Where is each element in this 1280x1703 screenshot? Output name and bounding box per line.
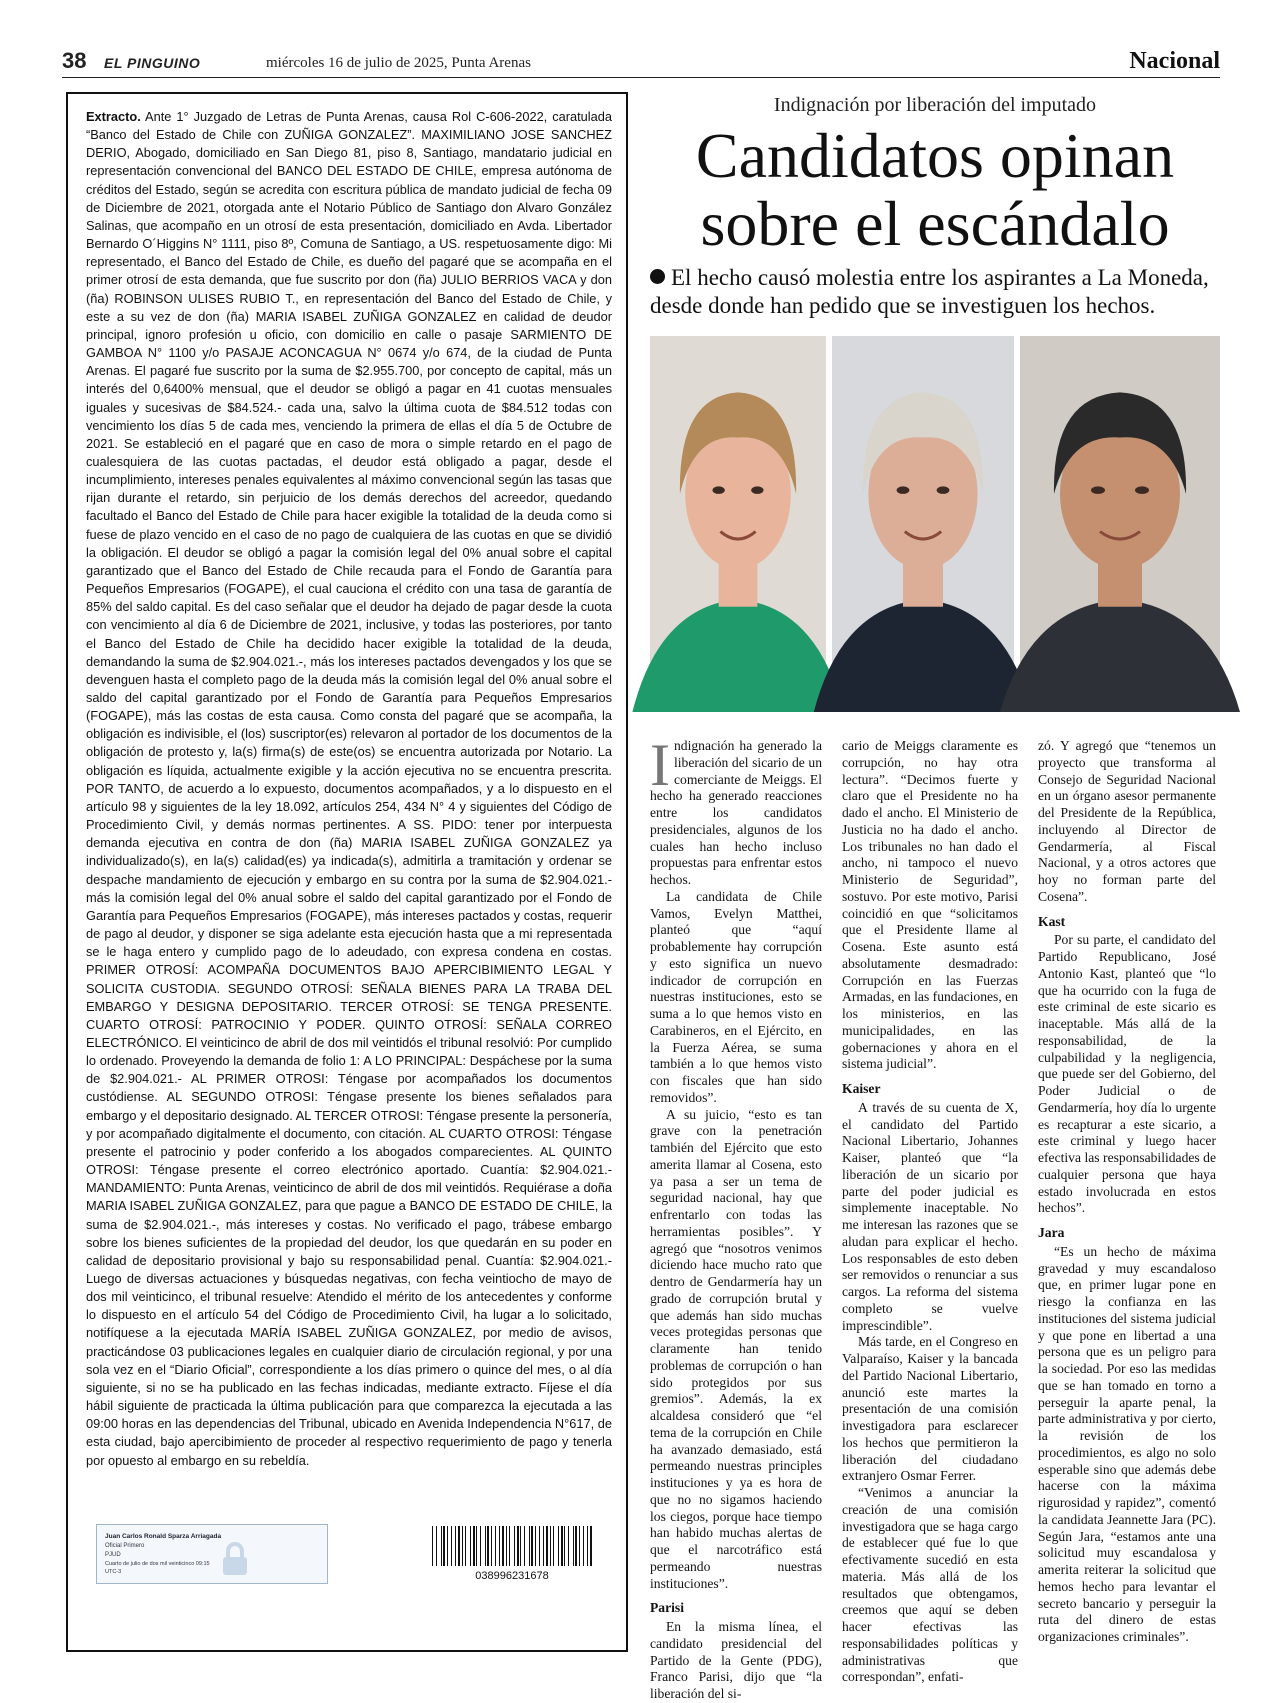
barcode-bar — [514, 1526, 515, 1566]
legal-notice-text: Extracto. Ante 1° Juzgado de Letras de Punta Arenas, causa Rol C-606-2022, caratulada “Banco del Estado de Chile con ZUÑIGA GONZALEZ”. MAXIMILIANO JOSE SANCHEZ DERIO, Abogado, domiciliado en San Diego 81, piso 8, Santiago, mandatario judicial en representación convencional del BANCO DEL ESTADO DE CHILE, empresa autónoma de créditos del Estado, según se acredita con escritura pública de mandato judicial de fecha 09 de Diciembre de 2021, otorgada ante el Notario Público de Santiago don Alvaro González Salinas, que acompaño en un otrosí de esta presentación, domiciliado en Avda. Libertador Bernardo O´Higgins N° 1111, piso 8º, Comuna de Santiago, a US. respetuosamente digo: Mi representado, el Banco del Estado de Chile, es dueño del pagaré que se acompaña en el primer otrosí de esta demanda, que fue suscrito por don (ña) JULIO BERRIOS VACA y don (ña) ROBINSON ULISES RUBIO T., en representación del Banco del Estado de Chile, y este a su vez de don (ña) MARIA ISABEL ZUÑIGA GONZALEZ en calidad de deudor principal, ignoro profesión u oficio, con domicilio en calle o pasaje SARMIENTO DE GAMBOA N° 1100 y/o PASAJE ACONCAGUA N° 0674 y/o 674, de la ciudad de Punta Arenas. El pagaré fue suscrito por la suma de $2.955.700, por concepto de capital, más un interés del 0,6400% mensual, que el deudor se obligó a pagar en 41 cuotas mensuales iguales y sucesivas de $84.524.- cada una, salvo la última cuota de $84.512 todas con vencimiento los días 5 de cada mes, venciendo la primera de ellas el día 5 de Octubre de 2021. Se estableció en el pagaré que en caso de mora o simple retardo en el pago de cualesquiera de las cuotas pactadas, el deudor está obligado a pagar, desde el incumplimiento, intereses penales equivalentes al máximo convencional según las tasas que rijan durante el retardo, sin perjuicio de los demás derechos del acreedor, quedando facultado el Banco del Estado de Chile para hacer exigible la totalidad de la deuda como si fuese de plazo vencido en el caso de no pago de cualquiera de las cuotas en que se dividió la obligación. El deudor se obligó a pagar la comisión legal del 0% anual sobre el capital garantizado que el Banco del Estado de Chile recauda para el Fondo de Garantía para Pequeños Empresarios (FOGAPE), el cual cauciona el crédito con una tasa de garantía de 85% del saldo capital. Es del caso señalar que el deudor ha dejado de pagar desde la cuota con vencimiento al día 6 de Diciembre de 2021, inclusive, y todas las posteriores, por tanto el Banco del Estado de Chile ha decidido hacer exigible la totalidad de la deuda, demandando la suma de $2.904.021.-, más los intereses pactados devengados y los que se devenguen hasta el completo pago de la deuda más la comisión legal del 0% anual sobre el saldo del capital garantizado por el Fondo de Garantía para Pequeños Empresarios (FOGAPE), más las costas de esta causa. Como consta del pagaré que se acompaña, la obligación es indivisible, el (los) suscriptor(es) relevaron al portador de los documentos de la obligación de protesto y, la(s) firma(s) de este(os) se encuentra autorizada por Notario. La obligación es líquida, actualmente exigible y la acción ejecutiva no se encuentra prescrita. POR TANTO, de acuerdo a lo expuesto, documentos acompañados, y a lo dispuesto en el artículo 98 y siguientes de la ley 18.092, artículos 254, 434 N° 4 y siguientes del Código de Procedimiento Civil, y demás normas pertinentes. A SS. PIDO: tener por interpuesta demanda ejecutiva en contra de don (ña) MARIA ISABEL ZUÑIGA GONZALEZ ya individualizado(s), en la(s) calidad(es) ya indicada(s), admitirla a tramitación y ordenar se despache mandamiento de ejecución y embargo en su contra por la suma de $2.904.021.- más la comisión legal del 0% anual sobre el saldo del capital garantizado por el Fondo de Garantía para Pequeños Empresarios (FOGAPE), más intereses pactados y costas, requerir de pago al deudor, y disponer se siga adelante esta ejecución hasta que a mi representada se le haga entero y cumplido pago de lo adeudado, con expresa condena en costas. PRIMER OTROSÍ: ACOMPAÑA DOCUMENTOS BAJO APERCIBIMIENTO LEGAL Y SOLICITA CUSTODIA. SEGUNDO OTROSÍ: SEÑALA BIENES PARA LA TRABA DEL EMBARGO Y DESIGNA DEPOSITARIO. TERCER OTROSÍ: SE TENGA PRESENTE. CUARTO OTROSÍ: PATROCINIO Y PODER. QUINTO OTROSÍ: SEÑALA CORREO ELECTRÓNICO. El veinticinco de abril de dos mil veintidós el tribunal resolvió: Por cumplido lo ordenado. Proveyendo la demanda de folio 1: A LO PRINCIPAL: Despáchese por la suma de $2.904.021.- AL PRIMER OTROSI: Téngase por acompañados los documentos custódiense. AL SEGUNDO OTROSI: Téngase presente los bienes señalados para embargo y el depositario designado. AL TERCER OTROSI: Téngase presente la personería, y por acompañado digitalmente el documento, con citación. AL CUARTO OTROSI: Téngase presente el patrocinio y poder conferido a los abogados comparecientes. AL QUINTO OTROSI: Téngase presente el correo electrónico aportado. Cuantía: $2.904.021.- MANDAMIENTO: Punta Arenas, veinticinco de abril de dos mil veintidós. Requiérase a doña MARIA ISABEL ZUÑIGA GONZALEZ, para que pague a BANCO DE ESTADO DE CHILE, la suma de $2.904.021.-, más intereses y costas. No verificado el pago, trábese embargo sobre los bienes suficientes de la propiedad del deudor, los que quedarán en su poder en calidad de depositario provisional y bajo su responsabilidad penal. Cuantía: $2.904.021.- Luego de diversas actuaciones y búsquedas negativas, con fecha veintiocho de mayo de dos mil veinticinco, el tribunal resuelve: Atendido el mérito de los antecedentes y conforme lo dispuesto en el artículo 54 del Código de Procedimiento Civil, ha lugar a lo solicitado, notifíquese a la ejecutada MARÍA ISABEL ZUÑIGA GONZALEZ, por medio de avisos, practicándose 03 publicaciones legales en cualquier diario de circulación regional, y por una sola vez en el “Diario Oficial”, correspondiente a los días primero o quince del mes, o al día siguiente, si no se ha publicado en las fechas indicadas, mediante extracto. Fíjese el día hábil siguiente de practicada la última publicación para que comparezca la ejecutada a las 09:00 horas en las dependencias del Tribunal, ubicado en Avenida Independencia N°617, de esta ciudad, bajo apercibimiento de proceder al respectivo requerimiento de pago y tenerla por opuesto al embargo en su rebeldía. — [86, 109, 612, 1468]
barcode-bar — [455, 1526, 456, 1566]
article-headline — [650, 122, 1220, 258]
barcode-bar — [476, 1526, 477, 1566]
deck-text: El hecho causó molestia entre los aspirantes a La Moneda, desde donde han pedido que se investiguen los hechos. — [650, 265, 1209, 318]
barcode-bar — [531, 1526, 533, 1566]
paragraph: zó. Y agregó que “tenemos un proyecto que transforma al Consejo de Seguridad Nacional en un órgano asesor permanente del Presidente de la República, incluyendo al Director de Gendarmería, al Fiscal Nacional, y a otros actores que hoy no forman parte del Cosena”. — [1038, 738, 1216, 904]
barcode-bar — [543, 1526, 544, 1566]
barcode-bar — [539, 1526, 540, 1566]
barcode-bar — [575, 1526, 577, 1566]
barcode-bar — [502, 1526, 504, 1566]
barcode-bar — [447, 1526, 448, 1566]
photo-candidate-1 — [650, 336, 826, 712]
barcode-bar — [517, 1526, 519, 1566]
barcode-bar — [590, 1526, 592, 1566]
paragraph: La candidata de Chile Vamos, Evelyn Matthei, planteó que “aquí probablemente hay corrupción y esto significa un nuevo indicador de corrupción en nuestras instituciones, esto se suma a lo que hemos visto en Carabineros, en el Ejército, en la Fuerza Aérea, se suma también a lo que hemos visto con fiscales que han sido removidos”. — [650, 888, 822, 1105]
headline-line-2: sobre el escándalo — [700, 188, 1170, 259]
barcode-bar — [462, 1526, 463, 1566]
article-column-1 — [650, 732, 822, 1703]
barcode-bar — [520, 1526, 521, 1566]
subhead-jara: Jara — [1038, 1225, 1065, 1240]
signer-court: PJUD — [105, 1552, 121, 1558]
barcode-bar — [441, 1526, 442, 1566]
barcode-bar — [443, 1526, 445, 1566]
headline-line-1: Candidatos opinan — [695, 120, 1175, 191]
barcode-bar — [470, 1526, 471, 1566]
article-column-2 — [842, 738, 1018, 1686]
paragraph: Más tarde, en el Congreso en Valparaíso, Kaiser y la bancada del Partido Nacional Libertario, anunció este martes la presentación de una comisión investigadora para esclarecer los hechos que permitieron la liberación del ciudadano extranjero Osmar Ferrer. — [842, 1334, 1018, 1484]
legal-notice-box — [66, 92, 628, 1652]
newspaper-logo: EL PINGUINO — [104, 55, 201, 71]
barcode-bar — [524, 1526, 525, 1566]
article-kicker: Indignación por liberación del imputado — [773, 94, 1097, 116]
eye — [1091, 486, 1105, 494]
electronic-signature — [96, 1524, 328, 1584]
paragraph: Por su parte, el candidato del Partido Republicano, José Antonio Kast, planteó que “lo que ha ocurrido con la fuga de este criminal de este sicario es inaceptable. Más allá de la responsabilidad, de la culpabilidad y la negligencia, que puede ser del Gobierno, del Poder Judicial o de Gendarmería, hoy día lo urgente es recapturar a este sicario, a este criminal y luego hacer efectiva las responsabilidades de cualquier persona que haya estado involucrada en estos hechos”. — [1038, 932, 1216, 1216]
page-header — [62, 48, 1220, 78]
barcode-bar — [579, 1526, 580, 1566]
barcode — [432, 1526, 592, 1566]
signature-date: Cuarto de julio de dos mil veinticinco 09:15 — [105, 1561, 210, 1567]
barcode-bar — [568, 1526, 569, 1566]
barcode-bar — [465, 1526, 466, 1566]
photo-candidate-2 — [832, 336, 1014, 712]
barcode-bar — [499, 1526, 500, 1566]
lock-icon — [215, 1539, 255, 1579]
subhead-kaiser: Kaiser — [842, 1081, 881, 1096]
barcode-bar — [480, 1526, 481, 1566]
barcode-bar — [535, 1526, 536, 1566]
barcode-bar — [458, 1526, 460, 1566]
eye — [712, 486, 724, 494]
paragraph: A través de su cuenta de X, el candidato del Partido Nacional Libertario, Johannes Kaiser, planteó que “la liberación de un sicario por parte del poder judicial es simplemente inaceptable. No me interesan las razones que se aludan para explicar el hecho. Los responsables de esto deben ser removidos o renunciar a sus cargos. La reforma del sistema completo se vuelve imprescindible”. — [842, 1099, 1018, 1333]
page-number: 38 — [62, 48, 87, 73]
eye — [751, 486, 763, 494]
subhead-kast: Kast — [1038, 913, 1066, 929]
date-line: miércoles 16 de julio de 2025, Punta Arenas — [266, 55, 531, 71]
article-deck — [650, 264, 1222, 320]
bullet-icon — [650, 269, 665, 284]
barcode-bar — [495, 1526, 496, 1566]
paragraph: Indignación ha generado la liberación del sicario de un comerciante de Meiggs. El hecho ha generado reacciones entre los candidatos presidenciales, algunos de los cuales han hecho incluso propuestas para enfrentar estos hechos. — [650, 732, 822, 887]
barcode-bar — [436, 1526, 437, 1566]
barcode-bar — [432, 1526, 433, 1566]
barcode-bar — [451, 1526, 452, 1566]
barcode-bar — [491, 1526, 492, 1566]
photo-candidate-3 — [1020, 336, 1220, 712]
barcode-bar — [583, 1526, 584, 1566]
barcode-bar — [506, 1526, 507, 1566]
signer-name: Juan Carlos Ronald Sparza Arriagada — [105, 1533, 222, 1540]
paragraph: A su juicio, “esto es tan grave con la penetración también del Ejército que esto amerita llamar al Cosena, esto ya pasa a ser un tema de seguridad nacional, hay que enfrentarlo con todas las herramientas posibles”. Y agregó que “nosotros venimos diciendo hace mucho rato que dentro de Gendarmería hay un grado de corrupción brutal y que además han sido muchas veces protegidas personas que claramente han tenido problemas de corrupción o han sido protegidos por sus gremios”. Además, la ex alcaldesa consideró que “el tema de la corrupción en Chile ha avanzado demasiado, está permeando nuestras principles instituciones y ya es hora de que no no sigamos haciendo los ciegos, porque hace tiempo han habido muchas alertas de que el narcotráfico está permeando nuestras instituciones”. — [650, 1106, 822, 1591]
drop-cap: I — [650, 732, 670, 798]
signer-role: Oficial Primero — [105, 1543, 145, 1549]
paragraph: “Venimos a anunciar la creación de una comisión investigadora que se haga cargo de establecer qué fue lo que efectivamente sucedió en esta materia. Más allá de los resultados que obtengamos, creemos que aquí se deben hacer efectivas las responsabilidades políticas y administrativas que correspondan”, enfati- — [842, 1485, 1018, 1685]
barcode-bar — [561, 1526, 563, 1566]
barcode-bar — [573, 1526, 574, 1566]
section-name: Nacional — [1129, 48, 1220, 74]
barcode-bar — [487, 1526, 489, 1566]
barcode-bar — [550, 1526, 551, 1566]
barcode-bar — [564, 1526, 565, 1566]
barcode-number: 038996231678 — [475, 1570, 549, 1582]
barcode-bar — [558, 1526, 559, 1566]
paragraph: cario de Meiggs claramente es corrupción, no hay otra lectura”. “Decimos fuerte y claro que el Presidente no ha dado el ancho. El Ministerio de Justicia no ha dado el ancho. Los tribunales no han dado el ancho, ni tampoco el nuevo Ministerio de Seguridad”, sostuvo. Por este motivo, Parisi coincidió en que “solicitamos que el Presidente llame al Cosena. Este asunto está absolutamente desmadrado: Corrupción en las Fuerzas Armadas, en las fundaciones, en los ministerios, en las municipalidades, en las gobernaciones y ahora en el sistema judicial”. — [842, 738, 1018, 1072]
barcode-bar — [473, 1526, 475, 1566]
barcode-bar — [587, 1526, 588, 1566]
paragraph: “Es un hecho de máxima gravedad y muy escandaloso que, en primer lugar pone en riesgo la confianza en las instituciones del sistema judicial y que pone en libertad a una persona que es un peligro para la sociedad. Por eso las medidas que se han tomado en torno a perseguir la aparte penal, la parte administrativa y por cierto, la revisión de los procedimientos, es algo no solo esperable sino que además debe hacerse con la máxima rigurosidad y rapidez”, comentó la candidata Jeannette Jara (PC). Según Jara, “estamos ante una solicitud muy escandalosa y amerita reiterar la solicitud que hemos hecho para levantar el secreto bancario y perseguir la ruta del dinero de estas organizaciones criminales”. — [1038, 1243, 1216, 1644]
eye — [937, 486, 950, 494]
barcode-bar — [509, 1526, 510, 1566]
subhead-parisi: Parisi — [650, 1600, 684, 1616]
barcode-bar — [529, 1526, 530, 1566]
eye — [1135, 486, 1149, 494]
barcode-bar — [485, 1526, 486, 1566]
barcode-bar — [546, 1526, 548, 1566]
paragraph: En la misma línea, el candidato presidencial del Partido de la Gente (PDG), Franco Parisi, dijo que “la liberación del si- — [650, 1619, 822, 1701]
barcode-bar — [553, 1526, 554, 1566]
article-column-3 — [1038, 738, 1216, 1646]
eye — [897, 486, 910, 494]
signature-timezone: UTC-3 — [105, 1569, 122, 1575]
